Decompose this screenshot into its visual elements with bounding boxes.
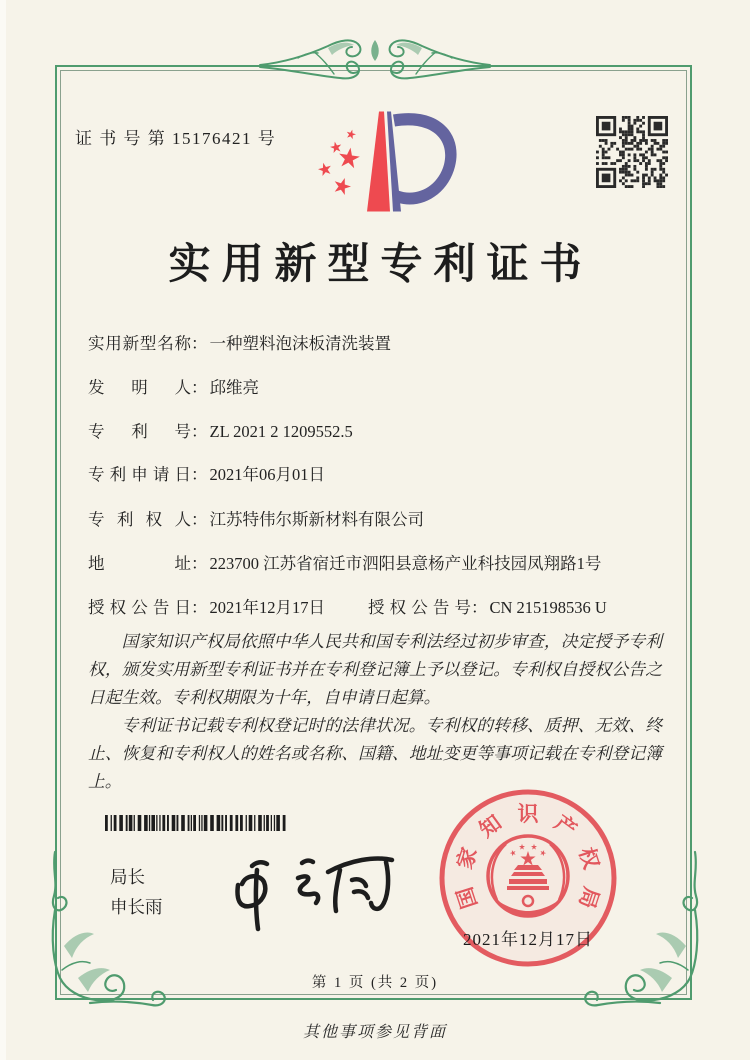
colon: ： [191,465,208,484]
field-value: CN 215198536 U [489,598,607,617]
seal-ring-char: 局 [574,884,604,912]
colon: ： [191,422,208,441]
legal-paragraph-2: 专利证书记载专利权登记时的法律状况。专利权的转移、质押、无效、终止、恢复和专利权人的姓名或名称、国籍、地址变更等事项记载在专利登记簿上。 [88,716,662,791]
legal-paragraph-1: 国家知识产权局依照中华人民共和国专利法经过初步审查，决定授予专利权，颁发实用新型专利证书并在专利登记簿上予以登记。专利权自授权公告之日起生效。专利权期限为十年，自申请日起算。 [88,632,662,707]
legal-text [88,628,662,796]
field-label: 发明人 [88,378,191,397]
colon: ： [191,378,208,397]
colon: ： [191,598,208,617]
signer-block [110,862,163,922]
field-value: 2021年06月01日 [209,465,325,484]
field-grant-number [368,594,607,618]
barcode [103,815,290,831]
seal-ring-char: 识 [517,802,539,826]
colon: ： [191,334,208,353]
certificate-number: 证 书 号 第 15176421 号 [75,129,277,148]
field-row-filing-date [88,461,663,485]
field-value: 一种塑料泡沫板清洗装置 [209,334,391,353]
field-row-grant-date [88,594,663,618]
field-label: 专利申请日 [88,465,191,484]
field-label: 授权公告号 [368,598,471,617]
field-value: 江苏特伟尔斯新材料有限公司 [209,510,424,529]
field-value: 2021年12月17日 [209,598,325,617]
colon: ： [191,510,208,529]
field-label: 实用新型名称 [88,334,191,353]
qr-code [596,116,668,188]
certificate-title: 实用新型专利证书 [168,242,593,288]
colon: ： [191,554,208,573]
field-label: 专利权人 [88,510,191,529]
handwritten-signature-icon [190,830,410,940]
back-note: 其他事项参见背面 [302,1024,447,1041]
seal-ring-char: 产 [550,810,582,843]
field-value: ZL 2021 2 1209552.5 [209,422,353,441]
page-number: 第 1 页 (共 2 页) [311,975,439,991]
field-row-name [88,330,663,354]
field-row-address [88,550,663,574]
signer-name: 申长雨 [110,897,163,917]
field-label: 地址 [88,554,191,573]
field-value: 223700 江苏省宿迁市泗阳县意杨产业科技园凤翔路1号 [209,554,602,573]
seal-ring-char: 家 [452,844,482,872]
field-row-patent-number [88,418,663,442]
field-label: 授权公告日 [88,598,191,617]
field-row-inventor [88,374,663,398]
field-label: 专利号 [88,422,191,441]
field-value: 邱维亮 [209,378,259,397]
seal-ring-char: 知 [474,810,506,843]
seal-ring-char: 权 [574,844,604,872]
signer-title: 局长 [110,867,145,887]
top-flourish-ornament-icon [258,28,492,102]
cnipa-logo-icon [295,104,465,230]
colon: ： [471,598,488,617]
seal-date: 2021年12月17日 [463,930,593,949]
seal-ring-char: 国 [452,884,482,912]
field-row-patentee [88,506,663,530]
